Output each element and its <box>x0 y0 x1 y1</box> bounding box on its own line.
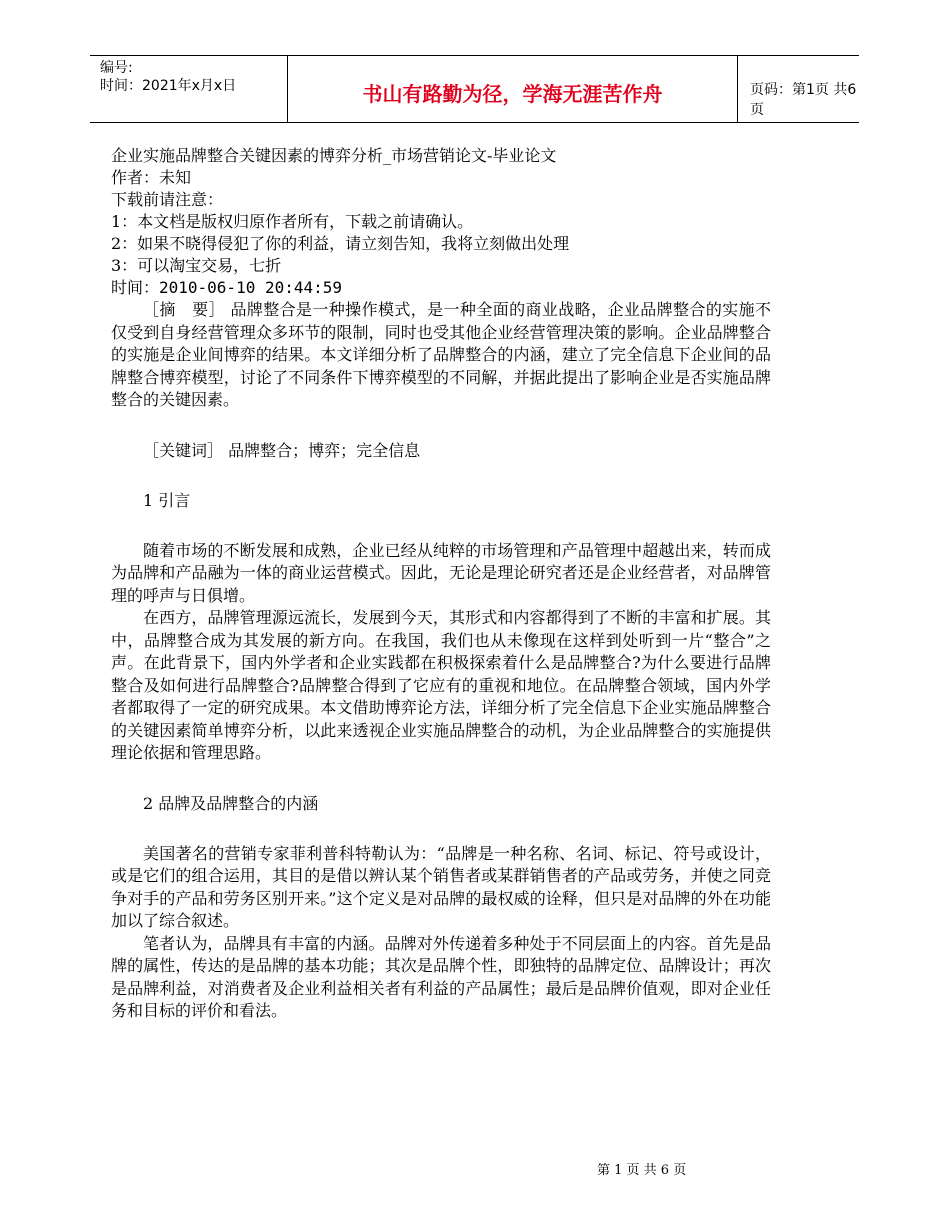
header-page-info: 页码：第1页 共6页 <box>750 82 857 118</box>
abstract-block <box>111 299 771 412</box>
page-footer: 第 1 页 共 6 页 <box>597 1163 687 1178</box>
section-2-title: 2 品牌及品牌整合的内涵 <box>143 793 319 813</box>
header-left-cell <box>90 56 295 122</box>
paragraph: 美国著名的营销专家菲利普科特勒认为：“品牌是一种名称、名词、标记、符号或设计，或是它们的组合运用，其目的是借以辨认某个销售者或某群销售者的产品或劳务，并使之同竞争对手的产品和劳务区别开来。”这个定义是对品牌的最权威的诠释，但只是对品牌的外在功能加以了综合叙述。 <box>111 843 771 930</box>
document-content <box>111 145 771 1023</box>
keywords-line: ［关键词］ 品牌整合；博弈；完全信息 <box>143 440 421 460</box>
author-line: 作者：未知 <box>111 168 192 187</box>
notice-title: 下载前请注意： <box>111 190 224 209</box>
time-label: 时间：2021年x月x日 <box>100 78 237 94</box>
section-1-title: 1 引言 <box>143 490 191 510</box>
paragraph: 在西方，品牌管理源远流长，发展到今天，其形式和内容都得到了不断的丰富和扩展。其中，品牌整合成为其发展的新方向。在我国，我们也从未像现在这样到处听到一片“整合”之声。在此背景下，国内外学者和企业实践都在积极探索着什么是品牌整合?为什么要进行品牌整合及如何进行品牌整合?品牌整合得到了它应有的重视和地位。在品牌整合领域，国内外学者都取得了一定的研究成果。本文借助博弈论方法，详细分析了完全信息下企业实施品牌整合的关键因素简单博弈分析，以此来透视企业实施品牌整合的动机，为企业品牌整合的实施提供理论依据和管理思路。 <box>111 608 771 762</box>
notice-3: 3：可以淘宝交易，七折 <box>111 256 282 275</box>
section-1-body <box>111 540 771 765</box>
header-motto-cell <box>287 56 738 122</box>
paragraph: 笔者认为，品牌具有丰富的内涵。品牌对外传递着多种处于不同层面上的内容。首先是品牌的属性，传达的是品牌的基本功能；其次是品牌个性，即独特的品牌定位、品牌设计；再次是品牌利益，对消费者及企业利益相关者有利益的产品属性；最后是品牌价值观，即对企业任务和目标的评价和看法。 <box>111 933 771 1020</box>
paragraph: 随着市场的不断发展和成熟，企业已经从纯粹的市场管理和产品管理中超越出来，转而成为品牌和产品融为一体的商业运营模式。因此，无论是理论研究者还是企业经营者，对品牌管理的呼声与日俱增。 <box>111 540 771 605</box>
page-header <box>90 55 859 123</box>
article-title: 企业实施品牌整合关键因素的博弈分析_市场营销论文-毕业论文 <box>111 146 557 165</box>
number-label: 编号: <box>100 60 133 76</box>
motto-text: 书山有路勤为径，学海无涯苦作舟 <box>362 82 663 106</box>
notice-2: 2：如果不晓得侵犯了你的利益，请立刻告知，我将立刻做出处理 <box>111 234 570 253</box>
notice-1: 1：本文档是版权归原作者所有，下载之前请确认。 <box>111 212 474 231</box>
section-2-body <box>111 843 771 1023</box>
abstract-text: ［摘 要］ 品牌整合是一种操作模式，是一种全面的商业战略，企业品牌整合的实施不仅受到自身经营管理众多环节的限制，同时也受其他企业经营管理决策的影响。企业品牌整合的实施是企业间博弈的结果。本文详细分析了品牌整合的内涵，建立了完全信息下企业间的品牌整合博弈模型，讨论了不同条件下博弈模型的不同解，并据此提出了影响企业是否实施品牌整合的关键因素。 <box>111 300 771 409</box>
time-line: 时间：2010-06-10 20:44:59 <box>111 278 343 297</box>
